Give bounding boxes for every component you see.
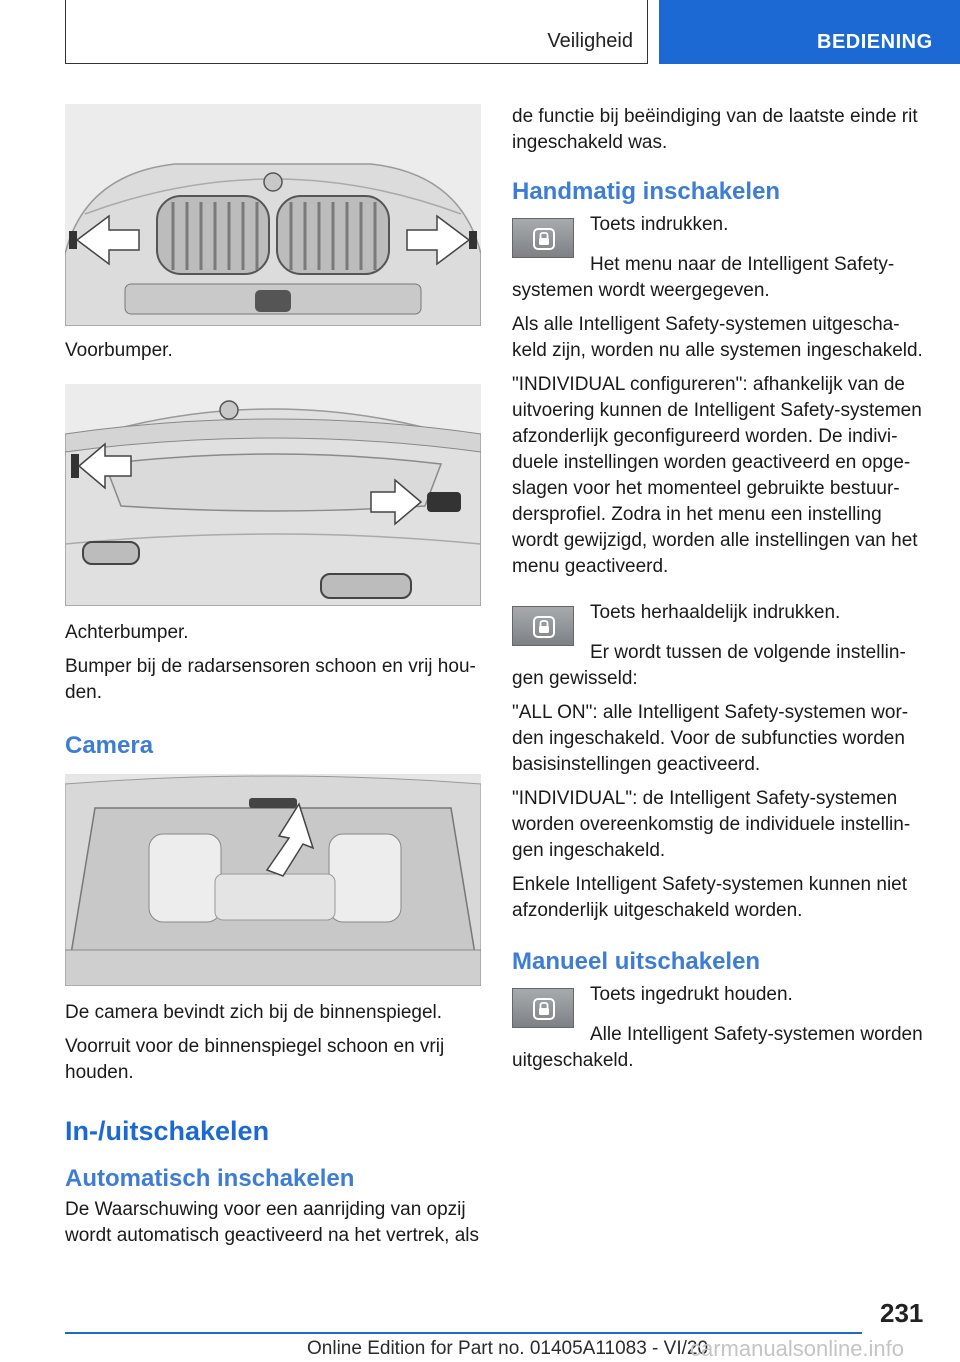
safety-button-icon xyxy=(512,988,574,1028)
manual-on-btn-text: Toets indrukken. xyxy=(590,214,729,235)
header-section-box xyxy=(65,0,648,64)
repeat-btn-text: Toets herhaaldelijk indrukken. xyxy=(590,602,841,623)
all-on-text: "ALL ON": alle Intelligent Safety-systemen wor-den ingeschakeld. Voor de subfuncties worden basisinstellingen geactiveerd. xyxy=(512,702,909,775)
continued-text: de functie bij beëindiging van de laatste einde rit ingeschakeld was. xyxy=(512,106,918,153)
edition-note: Online Edition for Part no. 01405A11083 - VI/20 xyxy=(307,1338,709,1359)
safety-button-icon xyxy=(512,218,574,258)
camera-location-text: De camera bevindt zich bij de binnenspiegel. xyxy=(65,1002,443,1023)
safety-button-icon xyxy=(512,606,574,646)
camera-heading: Camera xyxy=(65,732,154,759)
chapter-tab-label: BEDIENING xyxy=(817,31,933,53)
manual-off-btn-text: Toets ingedrukt houden. xyxy=(590,984,793,1005)
manual-on-instruction xyxy=(512,212,928,252)
camera-image xyxy=(65,774,481,986)
rear-bumper-caption: Achterbumper. xyxy=(65,622,189,643)
individual-text: "INDIVIDUAL": de Intelligent Safety-systemen worden overeenkomstig de individuele instellin-gen ingeschakeld. xyxy=(512,788,911,861)
section-title: Veiligheid xyxy=(547,30,633,52)
watermark: carmanualsonline.info xyxy=(690,1336,905,1361)
front-bumper-caption: Voorbumper. xyxy=(65,340,173,361)
switch-on-off-heading: In-/uitschakelen xyxy=(65,1116,270,1146)
auto-on-heading: Automatisch inschakelen xyxy=(65,1165,355,1192)
manual-off-result-text: Alle Intelligent Safety-systemen worden uitgeschakeld. xyxy=(512,1024,923,1071)
chapter-tab[interactable] xyxy=(659,0,960,64)
page-number: 231 xyxy=(880,1298,924,1328)
manual-on-heading: Handmatig inschakelen xyxy=(512,178,781,205)
right-column xyxy=(512,104,928,1082)
repeat-instruction xyxy=(512,600,928,640)
bumper-clean-note: Bumper bij de radarsensoren schoon en vrij hou-den. xyxy=(65,656,476,703)
manual-on-menu-text: Het menu naar de Intelligent Safety-systemen wordt weergegeven. xyxy=(512,254,895,301)
footer-rule xyxy=(65,1332,862,1334)
manual-off-instruction xyxy=(512,982,928,1022)
manual-on-all-text: Als alle Intelligent Safety-systemen uitgescha-keld zijn, worden nu alle systemen ingeschakeld. xyxy=(512,314,923,361)
auto-on-text: De Waarschuwing voor een aanrijding van opzij wordt automatisch geactiveerd na het vertrek, als xyxy=(65,1199,479,1246)
individual-config-text: "INDIVIDUAL configureren": afhankelijk van de uitvoering kunnen de Intelligent Safety-systemen afzonderlijk geconfigureerd worden. De indivi-duele instellingen worden geactiveerd en opge-slagen voor het momenteel gebruikte bestuur-dersprofiel. Zodra in het menu een instelling wordt gewijzigd, worden alle instellingen van het menu geactiveerd. xyxy=(512,374,922,577)
rear-bumper-image xyxy=(65,384,481,606)
camera-clean-note: Voorruit voor de binnenspiegel schoon en vrij houden. xyxy=(65,1036,445,1083)
manual-off-heading: Manueel uitschakelen xyxy=(512,948,761,975)
front-bumper-image xyxy=(65,104,481,326)
not-separately-text: Enkele Intelligent Safety-systemen kunnen niet afzonderlijk uitgeschakeld worden. xyxy=(512,874,908,921)
repeat-switch-text: Er wordt tussen de volgende instellin-gen gewisseld: xyxy=(512,642,906,689)
left-column xyxy=(65,104,481,1257)
